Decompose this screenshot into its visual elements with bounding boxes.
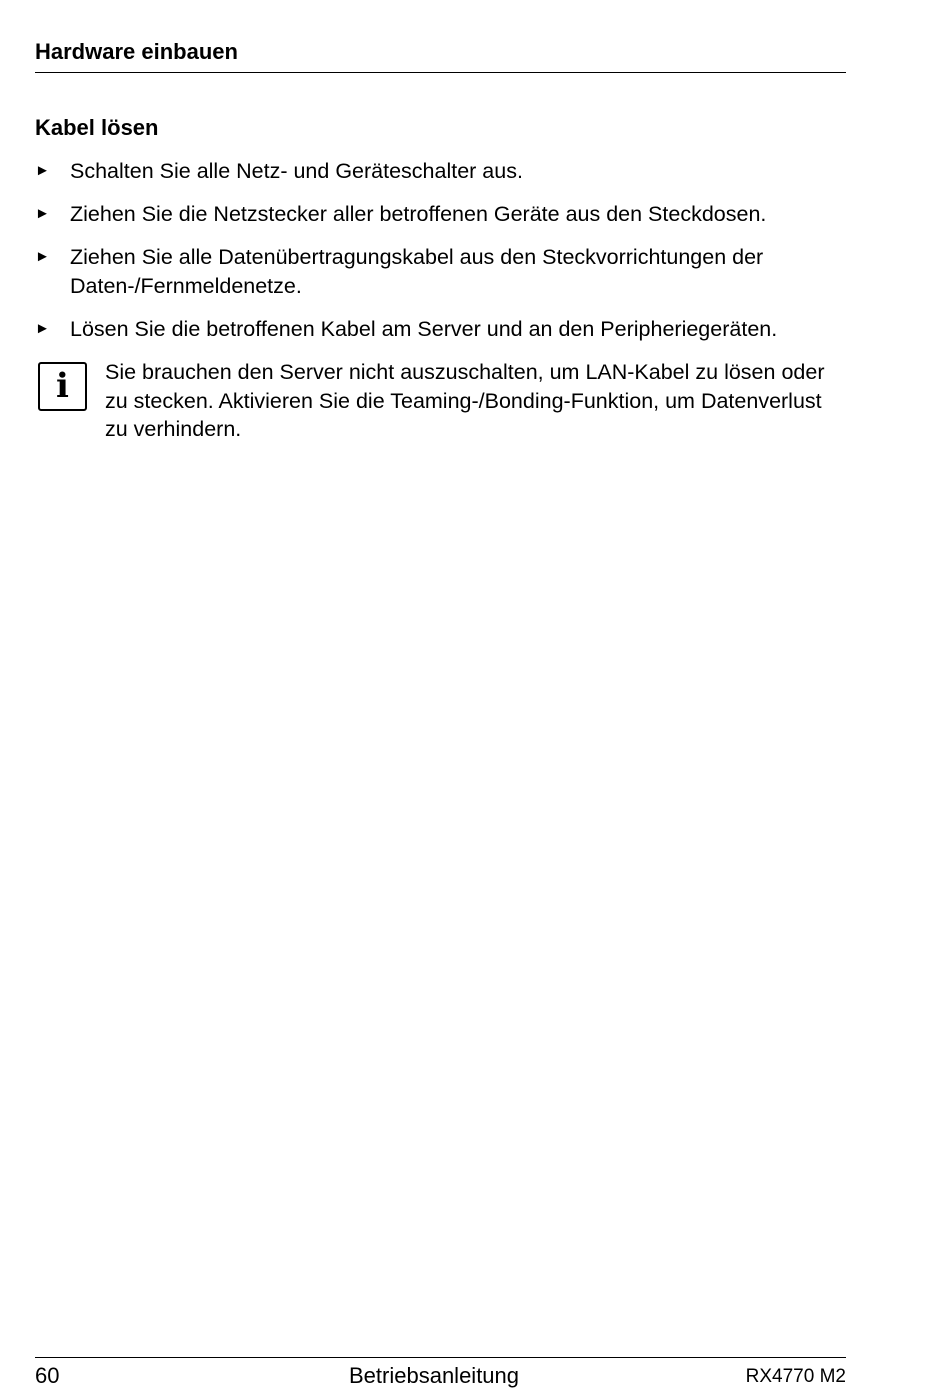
bullet-arrow-icon: ► [35, 205, 50, 222]
note-text: Sie brauchen den Server nicht auszuschalten, um LAN-Kabel zu lösen oder zu stecken. Aktivieren Sie die Teaming-/Bonding-Funktion, um Datenverlust zu verhindern. [105, 360, 825, 441]
page-footer [35, 1357, 846, 1391]
step-text: Ziehen Sie die Netzstecker aller betroffenen Geräte aus den Steckdosen. [70, 202, 767, 226]
info-icon: i [38, 362, 87, 411]
list-item [35, 315, 850, 344]
page-number: 60 [35, 1363, 60, 1388]
list-item [35, 243, 850, 300]
bullet-arrow-icon: ► [35, 248, 50, 265]
step-text: Ziehen Sie alle Datenübertragungskabel aus den Steckvorrichtungen der Daten-/Fernmeldenetze. [70, 245, 764, 298]
list-item [35, 200, 850, 229]
section-heading: Kabel lösen [35, 115, 159, 140]
list-item [35, 157, 850, 186]
bullet-arrow-icon: ► [35, 319, 50, 337]
bullet-arrow-icon: ► [35, 162, 50, 179]
step-text: Schalten Sie alle Netz- und Geräteschalter aus. [70, 159, 523, 183]
page-header [35, 38, 846, 73]
footer-product-name: RX4770 M2 [745, 1366, 846, 1387]
header-title: Hardware einbauen [35, 39, 238, 64]
footer-doc-type: Betriebsanleitung [349, 1363, 520, 1388]
step-list [35, 157, 850, 358]
step-text: Lösen Sie die betroffenen Kabel am Server und an den Peripheriegeräten. [70, 316, 778, 341]
